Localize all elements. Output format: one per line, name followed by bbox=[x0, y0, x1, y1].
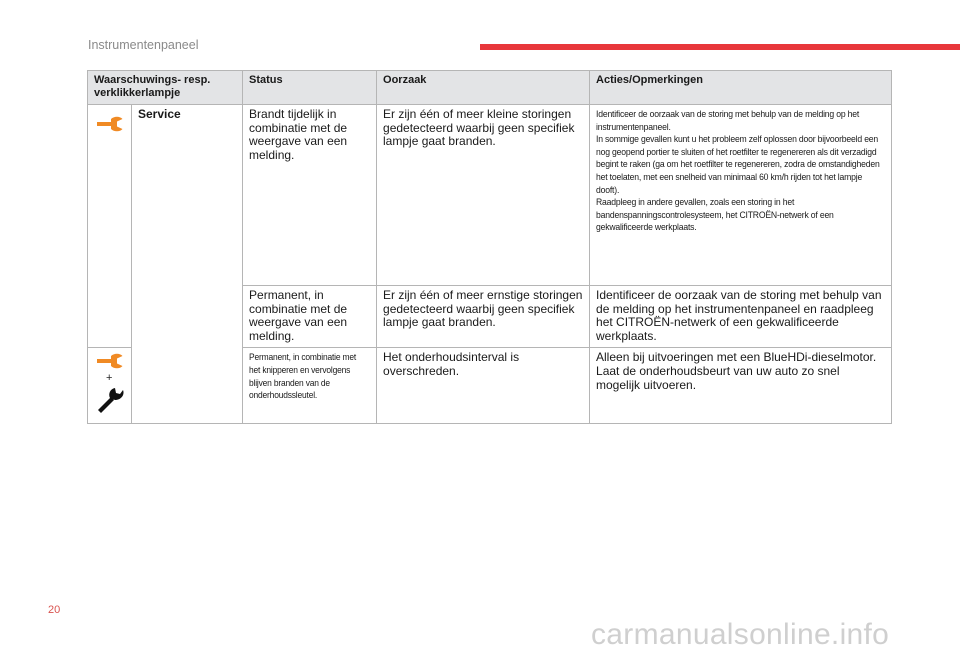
row3-status-text: Permanent, in combinatie met het knipperen en vervolgens blijven branden van de onderhoudssleutel. bbox=[249, 351, 357, 401]
row3-status bbox=[243, 348, 377, 424]
orange-wrench-icon bbox=[95, 116, 125, 132]
service-label: Service bbox=[132, 105, 243, 424]
row2-actions: Identificeer de oorzaak van de storing met behulp van de melding op het instrumentenpaneel en raadpleeg het CITROËN-netwerk of een gekwalificeerde werkplaats. bbox=[590, 286, 892, 348]
row3-actions-text: Alleen bij uitvoeringen met een BlueHDi-dieselmotor. Laat de onderhoudsbeurt van uw auto zo snel mogelijk uitvoeren. bbox=[596, 350, 877, 392]
section-accent-bar bbox=[480, 44, 960, 50]
section-title: Instrumentenpaneel bbox=[88, 38, 199, 52]
orange-wrench-icon bbox=[95, 353, 125, 369]
page-number: 20 bbox=[48, 604, 61, 616]
watermark: carmanualsonline.info bbox=[591, 618, 890, 651]
warning-lamp-table bbox=[87, 70, 892, 424]
row1-actions bbox=[590, 105, 892, 286]
plus-sign: + bbox=[106, 372, 113, 385]
row2-status: Permanent, in combinatie met de weergave van een melding. bbox=[243, 286, 377, 348]
table-row bbox=[88, 105, 892, 286]
row3-cause: Het onderhoudsinterval is overschreden. bbox=[377, 348, 590, 424]
row1-actions-text: Identificeer de oorzaak van de storing met behulp van de melding op het instrumentenpaneel. In sommige gevallen kunt u het probleem zelf oplossen door bijvoorbeeld een nog geopend portier te sluiten of het roetfilter te regenereren als dit verzadigd begint te raken (ga om het roetfilter te regenereren, zodra de omstandigheden het toelaten, met een snelheid van minimaal 60 km/h rijden tot het lampje dooft). Raadpleeg in andere gevallen, zoals een storing in het bandenspanningscontrolesysteem, het CITROËN-netwerk of een gekwalificeerde werkplaats. bbox=[596, 108, 880, 233]
table-header-row bbox=[88, 71, 892, 105]
header-cause: Oorzaak bbox=[377, 71, 590, 105]
black-wrench-icon bbox=[95, 388, 125, 414]
header-status: Status bbox=[243, 71, 377, 105]
row1-status: Brandt tijdelijk in combinatie met de weergave van een melding. bbox=[243, 105, 377, 286]
header-lamp: Waarschuwings- resp. verklikkerlampje bbox=[88, 71, 243, 105]
row3-actions bbox=[590, 348, 892, 424]
row2-cause: Er zijn één of meer ernstige storingen gedetecteerd waarbij geen specifiek lampje gaat branden. bbox=[377, 286, 590, 348]
row1-icon-cell bbox=[88, 105, 132, 348]
header-actions: Acties/Opmerkingen bbox=[590, 71, 892, 105]
row3-icon-cell bbox=[88, 348, 132, 424]
row1-cause: Er zijn één of meer kleine storingen gedetecteerd waarbij geen specifiek lampje gaat branden. bbox=[377, 105, 590, 286]
